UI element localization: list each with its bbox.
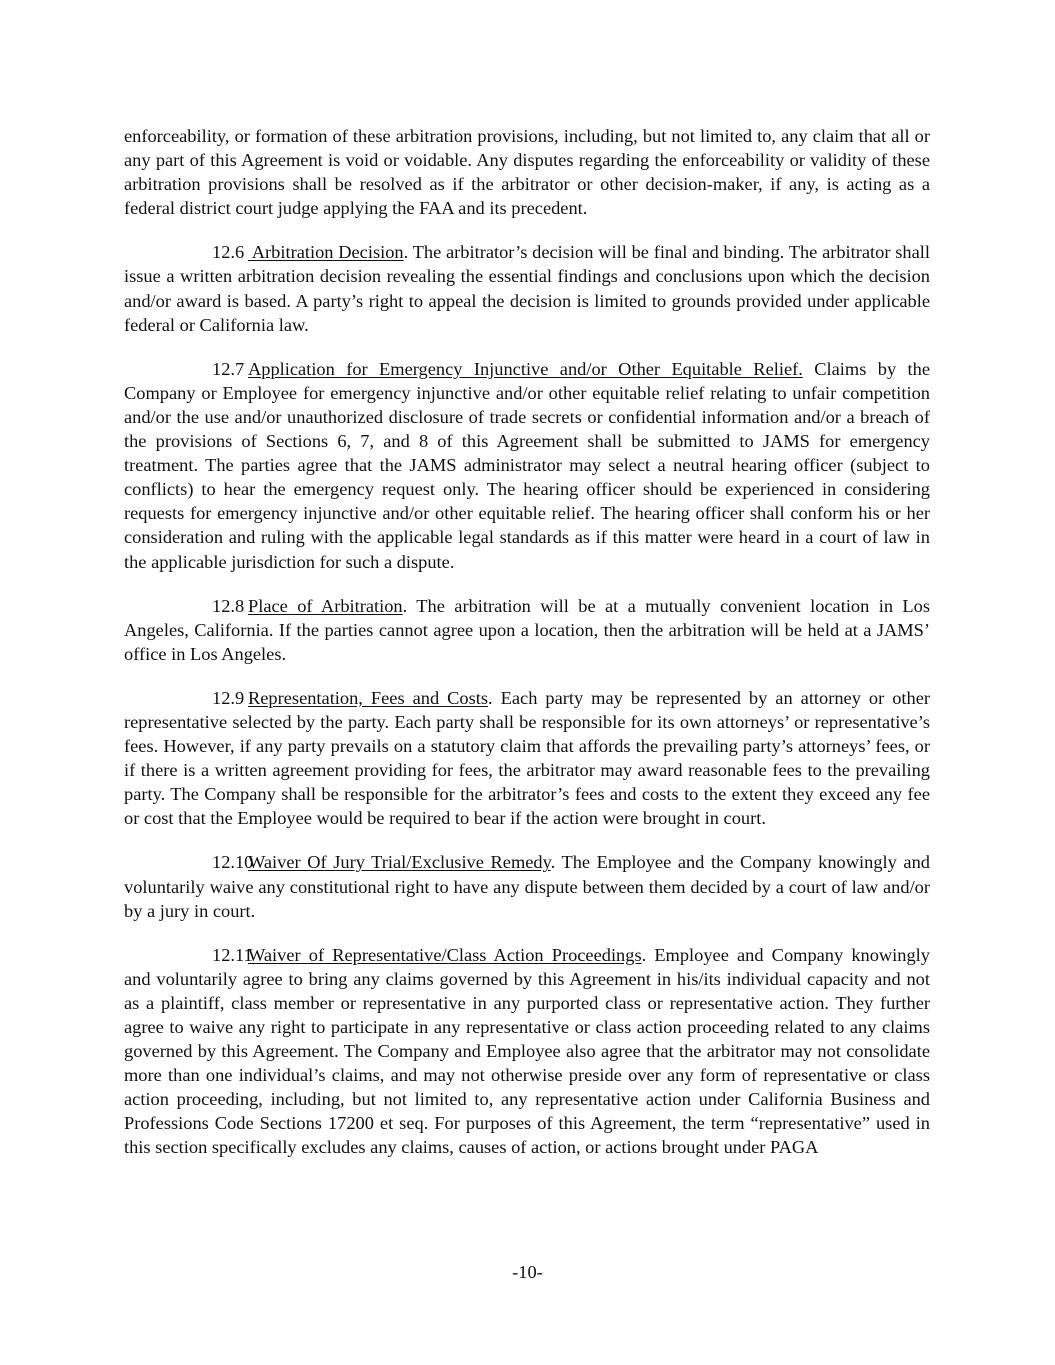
section-12-6 bbox=[124, 240, 930, 336]
section-heading: Waiver of Representative/Class Action Proceedings bbox=[248, 944, 642, 965]
document-page bbox=[124, 124, 930, 1180]
section-number: 12.6 bbox=[212, 242, 245, 263]
section-12-8 bbox=[124, 594, 930, 666]
section-number: 12.11 bbox=[212, 944, 253, 965]
section-body: . The arbitrator’s decision will be final and binding. The arbitrator shall issue a written arbitration decision revealing the essential findings and conclusions upon which the decision and/or award is based. A party’s right to appeal the decision is limited to grounds provided under applicable federal or California law. bbox=[124, 242, 930, 335]
section-number: 12.8 bbox=[212, 595, 245, 616]
section-body: . Each party may be represented by an attorney or other representative selected by the party. Each party shall be responsible for its own attorneys’ or representative’s fees. However, if any party prevails on a statutory claim that affords the prevailing party’s attorneys’ fees, or if there is a written agreement providing for fees, the arbitrator may award reasonable fees to the prevailing party. The Company shall be responsible for the arbitrator’s fees and costs to the extent they exceed any fee or cost that the Employee would be required to bear if the action were brought in court. bbox=[124, 687, 930, 829]
section-12-10 bbox=[124, 850, 930, 922]
section-12-9 bbox=[124, 686, 930, 831]
section-body: . Employee and Company knowingly and voluntarily agree to bring any claims governed by this Agreement in his/its individual capacity and not as a plaintiff, class member or representative in any purported class or representative action. They further agree to waive any right to participate in any representative or class action proceeding related to any claims governed by this Agreement. The Company and Employee also agree that the arbitrator may not consolidate more than one individual’s claims, and may not otherwise preside over any form of representative or class action proceeding, including, but not limited to, any representative action under California Business and Professions Code Sections 17200 et seq. For purposes of this Agreement, the term “representative” used in this section specifically excludes any claims, causes of action, or actions brought under PAGA bbox=[124, 944, 930, 1158]
section-body: Claims by the Company or Employee for emergency injunctive and/or other equitable relief relating to unfair competition and/or the use and/or unauthorized disclosure of trade secrets or confidential information and/or a breach of the provisions of Sections 6, 7, and 8 of this Agreement shall be submitted to JAMS for emergency treatment. The parties agree that the JAMS administrator may select a neutral hearing officer (subject to conflicts) to hear the emergency request only. The hearing officer should be experienced in considering requests for emergency injunctive and/or other equitable relief. The hearing officer shall conform his or her consideration and ruling with the applicable legal standards as if this matter were heard in a court of law in the applicable jurisdiction for such a dispute. bbox=[124, 358, 931, 572]
section-number: 12.10 bbox=[212, 852, 254, 873]
section-12-7 bbox=[124, 357, 930, 574]
section-heading: Waiver Of Jury Trial/Exclusive Remedy bbox=[248, 852, 551, 873]
section-heading: Place of Arbitration bbox=[248, 595, 403, 616]
section-heading: Arbitration Decision bbox=[248, 242, 404, 263]
section-number: 12.9 bbox=[212, 687, 245, 708]
section-body: . The arbitration will be at a mutually convenient location in Los Angeles, California. If the parties cannot agree upon a location, then the arbitration will be held at a JAMS’ office in Los Angeles. bbox=[124, 595, 930, 664]
section-12-11 bbox=[124, 943, 930, 1160]
page-number: -10- bbox=[512, 1262, 543, 1282]
continuation-paragraph: enforceability, or formation of these arbitration provisions, including, but not limited to, any claim that all or any part of this Agreement is void or voidable. Any disputes regarding the enforceability or validity of these arbitration provisions shall be resolved as if the arbitrator or other decision-maker, if any, is acting as a federal district court judge applying the FAA and its precedent. bbox=[124, 126, 930, 219]
section-heading: Application for Emergency Injunctive and/or Other Equitable Relief. bbox=[248, 358, 803, 379]
section-heading: Representation, Fees and Costs bbox=[248, 687, 489, 708]
section-number: 12.7 bbox=[212, 358, 245, 379]
section-body: . The Employee and the Company knowingly and voluntarily waive any constitutional right to have any dispute between them decided by a court of law and/or by a jury in court. bbox=[124, 852, 930, 921]
